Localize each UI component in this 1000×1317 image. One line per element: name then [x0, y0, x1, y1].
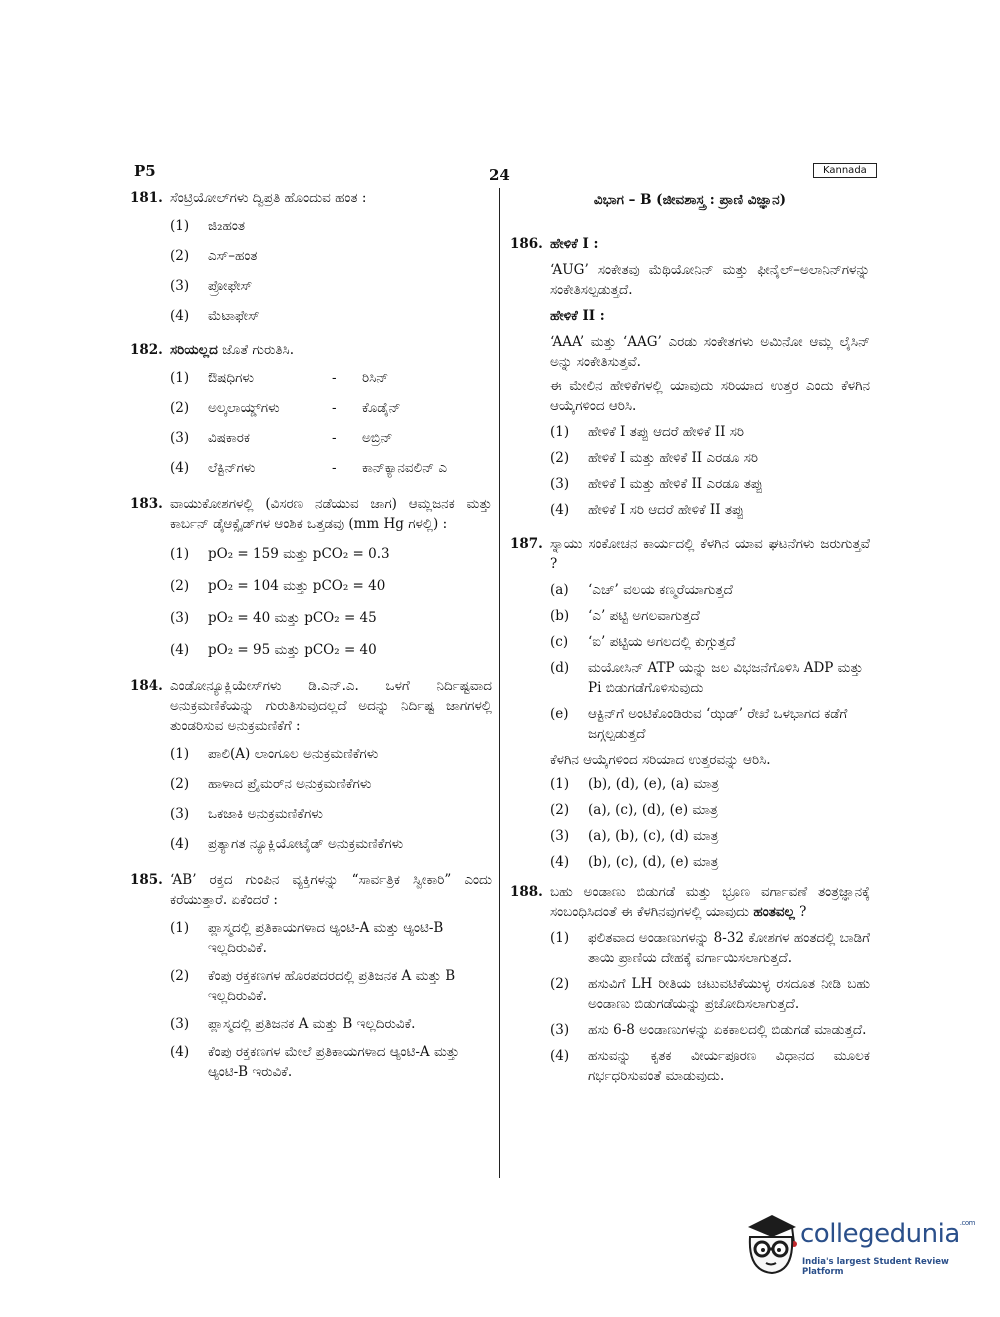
option-number: (3) — [170, 1016, 190, 1032]
option-number: (1) — [170, 746, 190, 762]
logo-suffix: .com — [959, 1219, 975, 1227]
option-number: (2) — [550, 976, 570, 992]
left-column — [130, 188, 492, 1096]
option-text: (a), (c), (d), (e) ಮಾತ್ರ — [588, 802, 718, 818]
event-text: ‘ಎ’ ಪಟ್ಟಿ ಅಗಲವಾಗುತ್ತದೆ — [588, 608, 700, 624]
pair-dash: - — [332, 370, 337, 386]
option-number: (4) — [170, 460, 190, 476]
option-text: ಕೆಂಪು ರಕ್ತಕಣಗಳ ಮೇಲೆ ಪ್ರತಿಕಾಯಗಳಾದ ಆ್ಯಂಟಿ-A ಮತ್ತು ಆ್ಯಂಟಿ-B ಇರುವಿಕೆ. — [208, 1044, 460, 1080]
event-text: ಆಕ್ಟಿನ್‌ಗೆ ಅಂಟಿಕೊಂಡಿರುವ ‘ಝಡ್’ ರೇಖೆ ಒಳಭಾಗದ ಕಡೆಗೆ ಜಗ್ಗಲ್ಪಡುತ್ತದೆ — [588, 706, 848, 742]
event-label: (d) — [550, 660, 570, 676]
paper-code: P5 — [134, 162, 156, 180]
statement-2-text: ‘AAA’ ಮತ್ತು ‘AAG’ ಎರಡು ಸಂಕೇತಗಳು ಅಮಿನೋ ಆಮ್ಲ ಲೈಸಿನ್ ಅನ್ನು ಸಂಕೇತಿಸುತ್ತವೆ. — [550, 334, 870, 370]
pair-dash: - — [332, 430, 337, 446]
option-number: (4) — [550, 502, 570, 518]
option-number: (1) — [170, 920, 190, 936]
pair-right: ರಿಸಿನ್ — [362, 370, 389, 386]
section-title: ವಿಭಾಗ – B (ಜೀವಶಾಸ್ತ್ರ : ಪ್ರಾಣಿ ವಿಜ್ಞಾನ) — [593, 192, 787, 208]
option-text: ಎಸ್–ಹಂತ — [208, 248, 258, 264]
option-number: (4) — [170, 642, 190, 658]
option-number: (2) — [550, 450, 570, 466]
option-text: ಹಾಳಾದ ಪ್ರೈಮರ್‌ನ ಅನುಕ್ರಮಣಿಕೆಗಳು — [208, 776, 372, 792]
question-text: ಸ್ನಾಯು ಸಂಕೋಚನ ಕಾರ್ಯದಲ್ಲಿ ಕೆಳಗಿನ ಯಾವ ಘಟನೆಗಳು ಜರುಗುತ್ತವೆ ? — [550, 536, 870, 572]
option-number: (1) — [550, 930, 570, 946]
option-number: (3) — [550, 828, 570, 844]
page-number: 24 — [489, 166, 510, 184]
pair-left: ಔಷಧಿಗಳು — [208, 370, 255, 386]
question-text-rest: ಜೊತೆ ಗುರುತಿಸಿ. — [217, 342, 294, 358]
option-number: (1) — [170, 370, 190, 386]
option-number: (1) — [170, 546, 190, 562]
question-emphasis: ಹಂತವಲ್ಲ — [753, 904, 795, 920]
pair-left: ಲೆಕ್ಟಿನ್‌ಗಳು — [208, 460, 256, 476]
option-text: pO₂ = 104 ಮತ್ತು pCO₂ = 40 — [208, 578, 386, 594]
question-text: ‘AB’ ರಕ್ತದ ಗುಂಪಿನ ವ್ಯಕ್ತಿಗಳನ್ನು “ಸಾರ್ವತ್ರಿಕ ಸ್ವೀಕಾರಿ” ಎಂದು ಕರೆಯುತ್ತಾರೆ. ಏಕೆಂದರೆ : — [170, 872, 492, 908]
option-text: ಹಸುವಿಗೆ LH ರೀತಿಯ ಚಟುವಟಿಕೆಯುಳ್ಳ ರಸದೂತ ನೀಡಿ ಬಹು ಅಂಡಾಣು ಬಿಡುಗಡೆಯನ್ನು ಪ್ರಚೋದಿಸಲಾಗುತ್ತದೆ. — [588, 976, 870, 1012]
pair-right: ಕೊಡೈನ್ — [362, 400, 401, 416]
event-label: (c) — [550, 634, 569, 650]
mascot-face-icon — [742, 1213, 798, 1277]
option-number: (3) — [550, 1022, 570, 1038]
pair-left: ವಿಷಕಾರಕ — [208, 430, 250, 446]
question-text: ವಾಯುಕೋಶಗಳಲ್ಲಿ (ವಿಸರಣ ನಡೆಯುವ ಜಾಗ) ಆಮ್ಲಜನಕ ಮತ್ತು ಕಾರ್ಬನ್ ಡೈಆಕ್ಸೈಡ್‌ಗಳ ಆಂಶಿಕ ಒತ್ತಡವು (mm Hg ಗಳಲ್ಲಿ) : — [170, 496, 492, 532]
question-184 — [130, 676, 492, 854]
pair-right: ಅಬ್ರಿನ್ — [362, 430, 393, 446]
event-label: (a) — [550, 582, 569, 598]
event-text: ಮಯೋಸಿನ್ ATP ಯನ್ನು ಜಲ ವಿಭಜನೆಗೊಳಿಸಿ ADP ಮತ್ತು Pi ಬಿಡುಗಡೆಗೊಳಿಸುವುದು — [588, 660, 864, 696]
question-text-post: ? — [794, 904, 807, 920]
option-text: ಜಿ₂ಹಂತ — [208, 218, 245, 234]
question-number: 183. — [130, 496, 163, 512]
column-divider — [499, 188, 500, 1178]
statement-1-label: ಹೇಳಿಕೆ I : — [550, 236, 599, 252]
pair-right: ಕಾನ್‌ಕ್ಯಾನವಲಿನ್ ಎ — [362, 460, 448, 476]
option-number: (2) — [170, 968, 190, 984]
question-181 — [130, 188, 492, 326]
instruction-text: ಈ ಮೇಲಿನ ಹೇಳಿಕೆಗಳಲ್ಲಿ ಯಾವುದು ಸರಿಯಾದ ಉತ್ತರ ಎಂದು ಕೆಳಗಿನ ಆಯ್ಕೆಗಳಿಂದ ಆರಿಸಿ. — [550, 378, 870, 414]
option-number: (4) — [170, 1044, 190, 1060]
pair-dash: - — [332, 400, 337, 416]
option-number: (4) — [170, 836, 190, 852]
option-number: (3) — [550, 476, 570, 492]
option-text: (b), (c), (d), (e) ಮಾತ್ರ — [588, 854, 719, 870]
pair-left: ಅಲ್ಕಲಾಯ್ಡ್‌ಗಳು — [208, 400, 280, 416]
question-text — [550, 882, 870, 922]
option-number: (3) — [170, 278, 190, 294]
question-188 — [510, 882, 870, 1086]
language-tag: Kannada — [813, 163, 877, 178]
option-text: ಪ್ಲಾಸ್ಮದಲ್ಲಿ ಪ್ರತಿಜನಕ A ಮತ್ತು B ಇಲ್ಲದಿರುವಿಕೆ. — [208, 1016, 416, 1032]
option-number: (1) — [170, 218, 190, 234]
option-number: (2) — [170, 578, 190, 594]
option-text: ಪ್ರತ್ಯಾಗತ ನ್ಯೂಕ್ಲಿಯೋಟೈಡ್ ಅನುಕ್ರಮಣಿಕೆಗಳು — [208, 836, 404, 852]
option-number: (2) — [170, 776, 190, 792]
option-number: (1) — [550, 776, 570, 792]
option-text: ಹಸು 6-8 ಅಂಡಾಣುಗಳನ್ನು ಏಕಕಾಲದಲ್ಲಿ ಬಿಡುಗಡೆ ಮಾಡುತ್ತದೆ. — [588, 1022, 867, 1038]
option-text: ಹೇಳಿಕೆ I ಮತ್ತು ಹೇಳಿಕೆ II ಎರಡೂ ತಪ್ಪು — [588, 476, 763, 492]
option-number: (2) — [550, 802, 570, 818]
option-text: ಕೆಂಪು ರಕ್ತಕಣಗಳ ಹೊರಪದರದಲ್ಲಿ ಪ್ರತಿಜನಕ A ಮತ್ತು B ಇಲ್ಲದಿರುವಿಕೆ. — [208, 968, 456, 1004]
option-number: (1) — [550, 424, 570, 440]
question-number: 186. — [510, 236, 543, 252]
option-text: ಪಾಲಿ(A) ಲಾಂಗೂಲ ಅನುಕ್ರಮಣಿಕೆಗಳು — [208, 746, 379, 762]
statement-1-text: ‘AUG’ ಸಂಕೇತವು ಮೆಥಿಯೋನಿನ್ ಮತ್ತು ಫೀನೈಲ್–ಅಲಾನಿನ್‌ಗಳನ್ನು ಸಂಕೇತಿಸಲ್ಪಡುತ್ತದೆ. — [550, 262, 870, 298]
option-text: (b), (d), (e), (a) ಮಾತ್ರ — [588, 776, 719, 792]
option-number: (3) — [170, 806, 190, 822]
question-number: 181. — [130, 190, 163, 206]
option-text: ಪ್ರೋಫೇಸ್ — [208, 278, 253, 294]
question-185 — [130, 870, 492, 1082]
question-text-pre: ಬಹು ಅಂಡಾಣು ಬಿಡುಗಡೆ ಮತ್ತು ಭ್ರೂಣ ವರ್ಗಾವಣೆ ತಂತ್ರಜ್ಞಾನಕ್ಕೆ ಸಂಬಂಧಿಸಿದಂತೆ ಈ ಕೆಳಗಿನವುಗಳಲ್ಲಿ ಯಾವುದು — [550, 884, 870, 920]
question-number: 182. — [130, 342, 163, 358]
collegedunia-logo[interactable] — [742, 1213, 975, 1279]
option-text: ಹೇಳಿಕೆ I ತಪ್ಪು ಆದರೆ ಹೇಳಿಕೆ II ಸರಿ — [588, 424, 745, 440]
question-number: 188. — [510, 884, 543, 900]
option-text: (a), (b), (c), (d) ಮಾತ್ರ — [588, 828, 719, 844]
right-column — [510, 188, 870, 1100]
question-186 — [510, 234, 870, 520]
logo-word-text: collegedunia — [800, 1219, 960, 1249]
option-text: ಹೇಳಿಕೆ I ಸರಿ ಆದರೆ ಹೇಳಿಕೆ II ತಪ್ಪು — [588, 502, 745, 518]
question-text: ಎಂಡೋನ್ಯೂಕ್ಲಿಯೇಸ್‌ಗಳು ಡಿ.ಎನ್.ಎ. ಒಳಗೆ ನಿರ್ದಿಷ್ಟವಾದ ಅನುಕ್ರಮಣಿಕೆಯನ್ನು ಗುರುತಿಸುವುದಲ್ಲದೆ ಅದನ್ನು ನಿರ್ದಿಷ್ಟ ಜಾಗಗಳಲ್ಲಿ ತುಂಡರಿಸುವ ಅನುಕ್ರಮಣಿಕೆಗೆ : — [170, 678, 492, 734]
option-number: (4) — [550, 854, 570, 870]
option-text: pO₂ = 159 ಮತ್ತು pCO₂ = 0.3 — [208, 546, 390, 562]
option-text: ಒಕಜಾಕಿ ಅನುಕ್ರಮಣಿಕೆಗಳು — [208, 806, 323, 822]
event-label: (e) — [550, 706, 569, 722]
option-text: ಹೇಳಿಕೆ I ಮತ್ತು ಹೇಳಿಕೆ II ಎರಡೂ ಸರಿ — [588, 450, 759, 466]
option-text: pO₂ = 40 ಮತ್ತು pCO₂ = 45 — [208, 610, 377, 626]
logo-wordmark — [800, 1219, 975, 1249]
question-text: ಸೆಂಟ್ರಿಯೋಲ್‌ಗಳು ದ್ವಿಪ್ರತಿ ಹೊಂದುವ ಹಂತ : — [170, 190, 367, 206]
logo-tagline: India's largest Student Review Platform — [802, 1257, 949, 1277]
option-number: (3) — [170, 610, 190, 626]
event-label: (b) — [550, 608, 570, 624]
option-text: ಮೆಟಾಫೇಸ್ — [208, 308, 260, 324]
option-number: (4) — [170, 308, 190, 324]
option-text: ಹಸುವನ್ನು ಕೃತಕ ವೀರ್ಯಪೂರಣ ವಿಧಾನದ ಮೂಲಕ ಗರ್ಭಧರಿಸುವಂತೆ ಮಾಡುವುದು. — [588, 1048, 870, 1084]
pair-dash: - — [332, 460, 337, 476]
question-text — [170, 340, 492, 360]
question-187 — [510, 534, 870, 872]
question-number: 185. — [130, 872, 163, 888]
option-text: ಫಲಿತವಾದ ಅಂಡಾಣುಗಳನ್ನು 8-32 ಕೋಶಗಳ ಹಂತದಲ್ಲಿ ಬಾಡಿಗೆ ತಾಯಿ ಪ್ರಾಣಿಯ ದೇಹಕ್ಕೆ ವರ್ಗಾಯಿಸಲಾಗುತ್ತದೆ. — [588, 930, 870, 966]
question-number: 187. — [510, 536, 543, 552]
option-text: pO₂ = 95 ಮತ್ತು pCO₂ = 40 — [208, 642, 377, 658]
option-number: (3) — [170, 430, 190, 446]
option-number: (2) — [170, 400, 190, 416]
question-183 — [130, 494, 492, 660]
event-text: ‘ಎಚ್’ ವಲಯ ಕಣ್ಮರೆಯಾಗುತ್ತದೆ — [588, 582, 733, 598]
question-182 — [130, 340, 492, 478]
option-number: (4) — [550, 1048, 570, 1064]
question-emphasis: ಸರಿಯಲ್ಲದ — [170, 342, 218, 358]
statement-2-label: ಹೇಳಿಕೆ II : — [550, 308, 605, 324]
option-number: (2) — [170, 248, 190, 264]
question-number: 184. — [130, 678, 163, 694]
option-text: ಪ್ಲಾಸ್ಮದಲ್ಲಿ ಪ್ರತಿಕಾಯಗಳಾದ ಆ್ಯಂಟಿ-A ಮತ್ತು ಆ್ಯಂಟಿ-B ಇಲ್ಲದಿರುವಿಕೆ. — [208, 920, 444, 956]
event-text: ‘ಐ’ ಪಟ್ಟಿಯ ಅಗಲದಲ್ಲಿ ಕುಗ್ಗುತ್ತದೆ — [588, 634, 736, 650]
instruction-text: ಕೆಳಗಿನ ಆಯ್ಕೆಗಳಿಂದ ಸರಿಯಾದ ಉತ್ತರವನ್ನು ಆರಿಸಿ. — [550, 752, 771, 768]
